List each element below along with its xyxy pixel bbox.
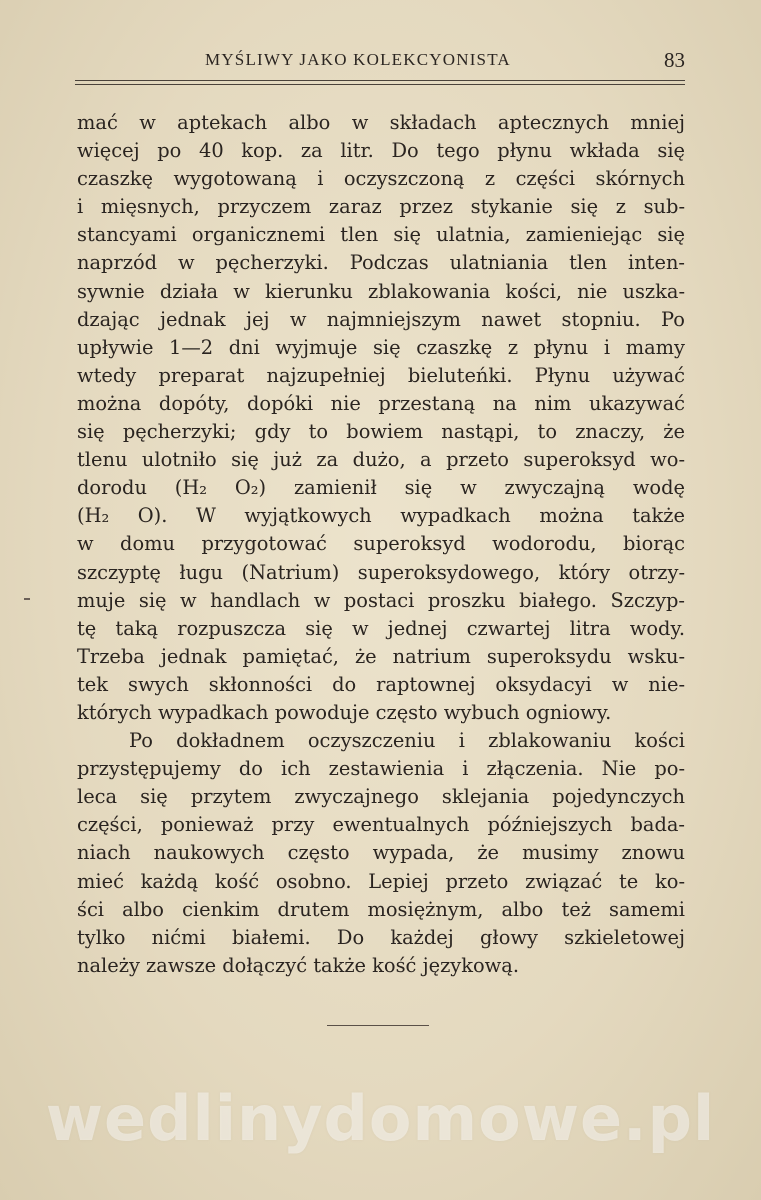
text-line: stancyami organicznemi tlen się ulatnia, zamieniejąc się xyxy=(77,223,685,247)
text-line: więcej po 40 kop. za litr. Do tego płynu wkłada się xyxy=(77,139,685,163)
text-line: tylko nićmi białemi. Do każdej głowy szkieletowej xyxy=(77,925,685,949)
text-line: przystępujemy do ich zestawienia i złączenia. Nie po- xyxy=(77,757,685,781)
text-line: (H₂ O). W wyjątkowych wypadkach można także xyxy=(77,504,685,528)
text-line: czaszkę wygotowaną i oczyszczoną z części skórnych xyxy=(77,167,685,191)
text-line: niach naukowych często wypada, że musimy znowu xyxy=(77,841,685,865)
text-line: których wypadkach powoduje często wybuch ogniowy. xyxy=(77,700,612,724)
text-line: tę taką rozpuszcza się w jednej czwartej litra wody. xyxy=(77,616,685,640)
text-line: można dopóty, dopóki nie przestaną na nim ukazywać xyxy=(77,391,685,415)
header-rule-top xyxy=(75,80,685,81)
text-line: szczyptę ługu (Natrium) superoksydowego, który otrzy- xyxy=(77,560,685,584)
text-line: i mięsnych, przyczem zaraz przez stykanie się z sub- xyxy=(77,195,685,219)
text-line: w domu przygotować superoksyd wodorodu, biorąc xyxy=(77,532,685,556)
text-line: mieć każdą kość osobno. Lepiej przeto związać te ko- xyxy=(77,869,685,893)
margin-mark xyxy=(24,598,30,600)
text-line: części, ponieważ przy ewentualnych późniejszych bada- xyxy=(77,813,685,837)
text-line: ści albo cienkim drutem mosiężnym, albo też samemi xyxy=(77,897,685,921)
text-line: się pęcherzyki; gdy to bowiem nastąpi, to znaczy, że xyxy=(77,420,685,444)
end-rule xyxy=(327,1025,429,1026)
text-line: upływie 1—2 dni wyjmuje się czaszkę z płynu i mamy xyxy=(77,335,685,359)
page-number: 83 xyxy=(664,48,685,72)
text-line: wtedy preparat najzupełniej bieluteńki. Płynu używać xyxy=(77,363,685,387)
text-line: należy zawsze dołączyć także kość językową. xyxy=(77,953,519,977)
watermark: wedlinydomowe.pl xyxy=(45,1082,716,1155)
header-rule-bottom xyxy=(75,84,685,85)
text-line: tek swych skłonności do raptownej oksydacyi w nie- xyxy=(77,672,685,696)
text-line: tlenu ulotniło się już za dużo, a przeto superoksyd wo- xyxy=(77,448,685,472)
text-line: naprzód w pęcherzyki. Podczas ulatniania tlen inten- xyxy=(77,251,685,275)
running-title: MYŚLIWY JAKO KOLEKCYONISTA xyxy=(205,50,511,69)
text-line: muje się w handlach w postaci proszku białego. Szczyp- xyxy=(77,588,685,612)
text-line: dorodu (H₂ O₂) zamienił się w zwyczajną wodę xyxy=(77,476,685,500)
page-header xyxy=(75,48,685,76)
text-line: sywnie działa w kierunku zblakowania kości, nie uszka- xyxy=(77,279,685,303)
text-line: mać w aptekach albo w składach aptecznych mniej xyxy=(77,111,685,134)
text-line: Po dokładnem oczyszczeniu i zblakowaniu kości xyxy=(129,729,685,753)
text-line: leca się przytem zwyczajnego sklejania pojedynczych xyxy=(77,785,685,809)
text-line: dzając jednak jej w najmniejszym nawet stopniu. Po xyxy=(77,307,685,331)
body-text xyxy=(77,109,685,980)
text-line: Trzeba jednak pamiętać, że natrium superoksydu wsku- xyxy=(77,644,685,668)
